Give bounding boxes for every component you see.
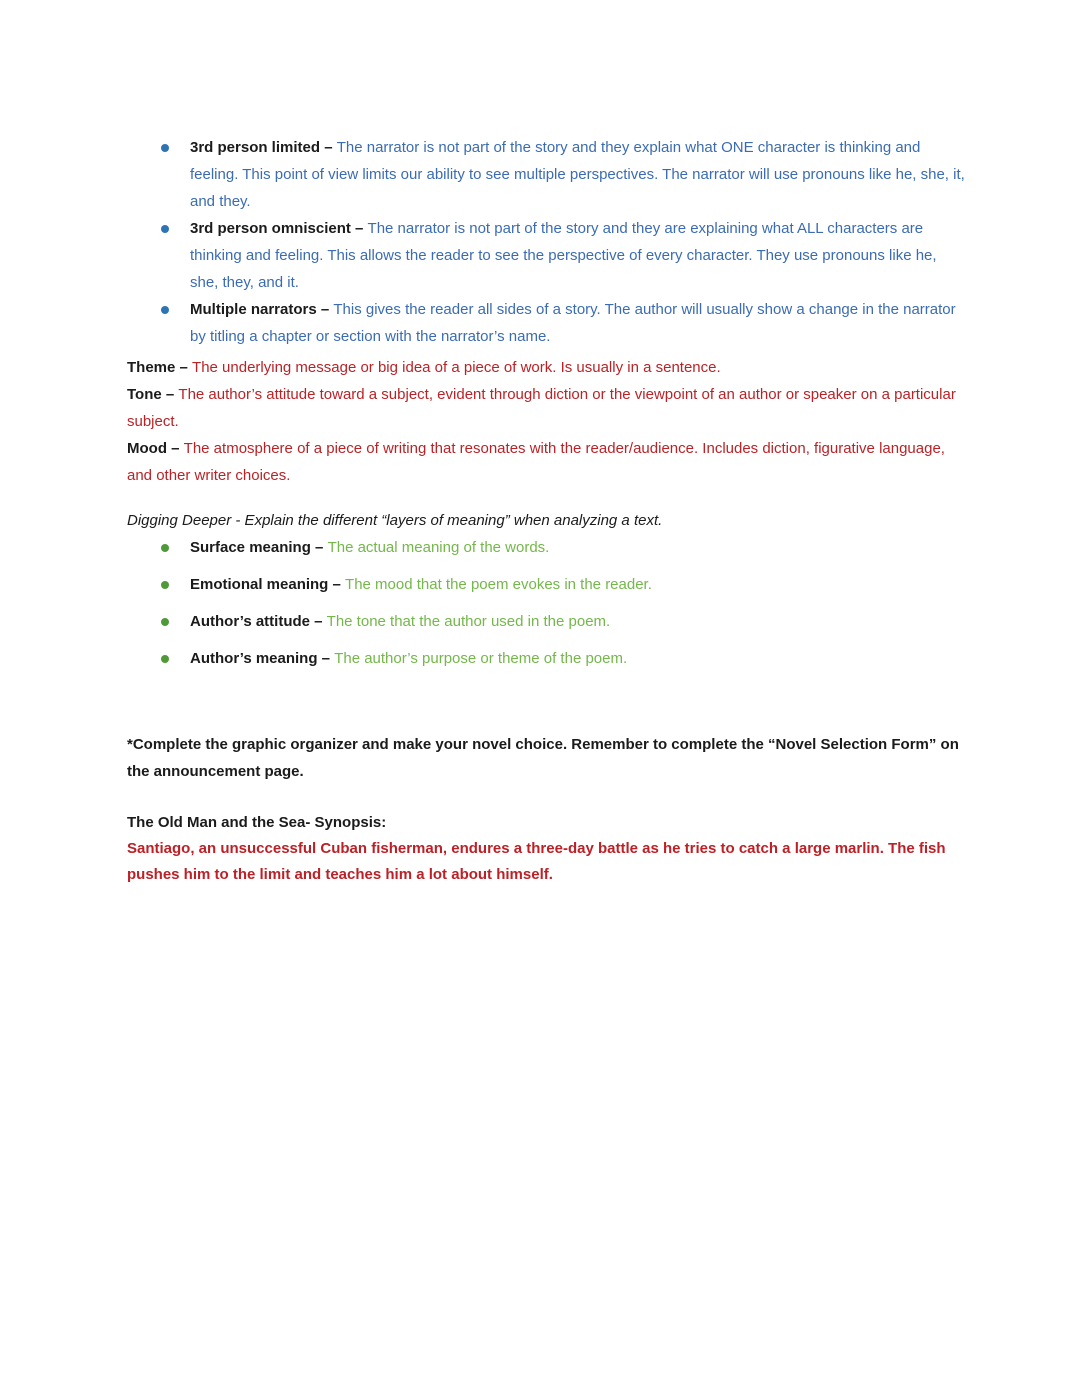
text-run-pov-list-1-1: The narrator is not part of the story and they are explaining what ALL characters are thinking and feeling. This allows the reader to see the perspective of every character. They use pronouns like he, she, they, and it. [190, 220, 937, 291]
paragraph-synopsis [127, 836, 965, 888]
text-run-layers-list-0-0: Surface meaning – [190, 539, 328, 556]
bullet-list-layers-list [127, 534, 965, 672]
text-run-pov-list-2-0: Multiple narrators – [190, 301, 334, 318]
text-run-layers-list-3-0: Author’s meaning – [190, 650, 335, 667]
text-run-layers-list-3-1: The author’s purpose or theme of the poem. [334, 650, 628, 667]
text-run-mood-1: The atmosphere of a piece of writing that resonates with the reader/audience. Includes diction, figurative language, and other writer choices. [127, 440, 945, 484]
bullet-icon [161, 544, 169, 552]
text-run-layers-list-1-1: The mood that the poem evokes in the reader. [345, 576, 652, 593]
text-run-pov-list-1-0: 3rd person omniscient – [190, 220, 368, 237]
bullet-icon [161, 144, 169, 152]
bullet-icon [161, 581, 169, 589]
text-run-pov-list-0-1: The narrator is not part of the story and they explain what ONE character is thinking and feeling. This point of view limits our ability to see multiple perspectives. The narrator will use pronouns like he, she, it, and they. [190, 139, 965, 210]
text-run-theme-1: The underlying message or big idea of a piece of work. Is usually in a sentence. [192, 359, 721, 376]
paragraph-digging-deeper [127, 507, 965, 534]
text-run-pov-list-0-0: 3rd person limited – [190, 139, 337, 156]
paragraph-assignment [127, 731, 965, 785]
text-run-synopsis-heading-0: The Old Man and the Sea- Synopsis: [127, 814, 387, 831]
document-content [127, 134, 965, 888]
text-run-pov-list-2-1: This gives the reader all sides of a story. The author will usually show a change in the narrator by titling a chapter or section with the narrator’s name. [190, 301, 956, 345]
list-item-layers-list-2 [127, 608, 965, 635]
text-run-tone-1: The author’s attitude toward a subject, evident through diction or the viewpoint of an author or speaker on a particular subject. [127, 386, 956, 430]
text-run-layers-list-1-0: Emotional meaning – [190, 576, 346, 593]
bullet-icon [161, 225, 169, 233]
list-item-layers-list-0 [127, 534, 965, 561]
text-run-layers-list-0-1: The actual meaning of the words. [327, 539, 550, 556]
text-run-layers-list-2-1: The tone that the author used in the poem. [326, 613, 611, 630]
paragraph-tone [127, 381, 965, 435]
list-item-layers-list-1 [127, 571, 965, 598]
bullet-list-pov-list [127, 134, 965, 350]
text-run-tone-0: Tone – [127, 386, 179, 403]
bullet-icon [161, 655, 169, 663]
text-run-layers-list-2-0: Author’s attitude – [190, 613, 327, 630]
paragraph-mood [127, 435, 965, 489]
text-run-assignment-0: *Complete the graphic organizer and make your novel choice. Remember to complete the “Novel Selection Form” on the announcement page. [127, 736, 959, 780]
text-run-theme-0: Theme – [127, 359, 193, 376]
text-run-digging-deeper-0: Digging Deeper - Explain the different “layers of meaning” when analyzing a text. [127, 512, 663, 529]
bullet-icon [161, 618, 169, 626]
bullet-icon [161, 306, 169, 314]
text-run-synopsis-0: Santiago, an unsuccessful Cuban fisherman, endures a three-day battle as he tries to catch a large marlin. The fish pushes him to the limit and teaches him a lot about himself. [127, 840, 946, 883]
list-item-pov-list-2 [127, 296, 965, 350]
paragraph-theme [127, 354, 965, 381]
text-run-mood-0: Mood – [127, 440, 184, 457]
list-item-pov-list-1 [127, 215, 965, 296]
list-item-layers-list-3 [127, 645, 965, 672]
paragraph-synopsis-heading [127, 809, 965, 836]
list-item-pov-list-0 [127, 134, 965, 215]
